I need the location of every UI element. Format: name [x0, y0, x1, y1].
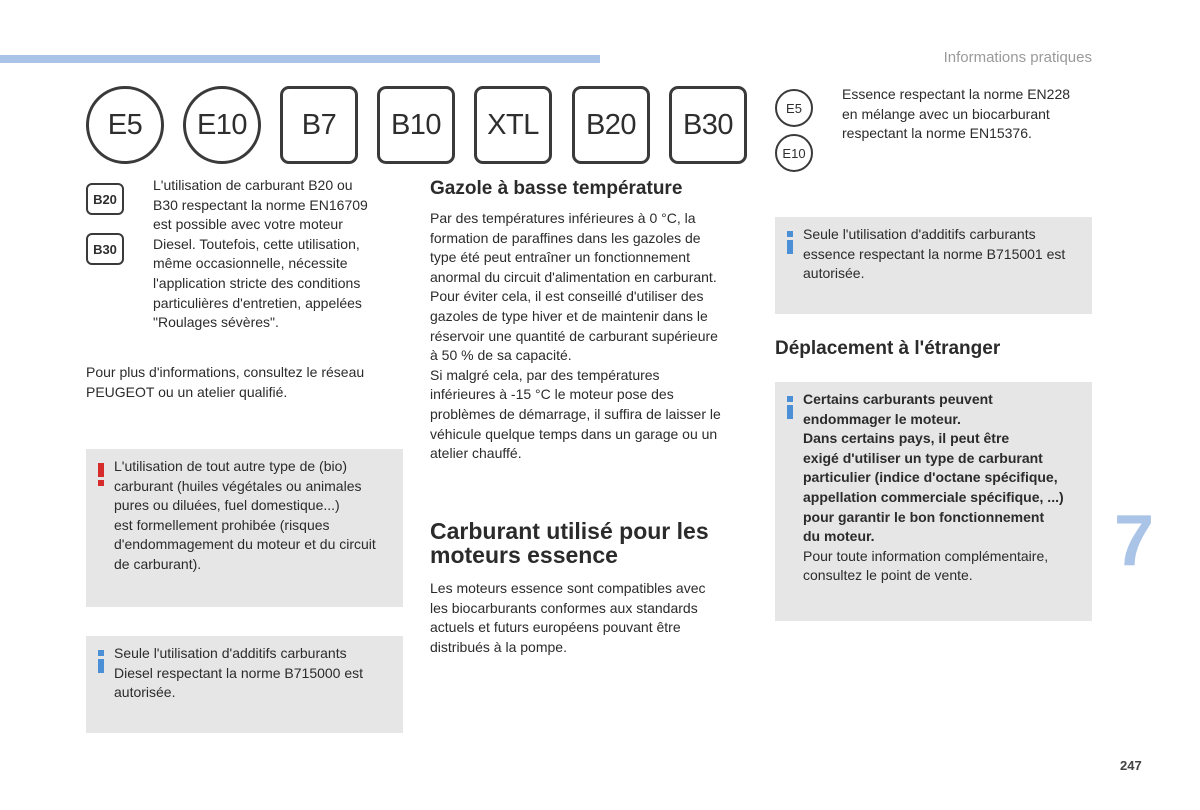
chapter-number: 7 [1114, 501, 1155, 581]
heading-line: Carburant utilisé pour les [430, 518, 709, 544]
text-line: en mélange avec un biocarburant [842, 105, 1050, 122]
info-icon [787, 396, 794, 419]
text-line: anormal du circuit d'alimentation en carburant. [430, 268, 717, 285]
badge-b20-small: B20 [86, 183, 124, 215]
text-line: appellation commerciale spécifique, ...) [803, 488, 1064, 505]
warning-note [86, 449, 403, 607]
low-temperature-paragraph [430, 209, 750, 464]
diesel-biofuel-text [153, 176, 393, 333]
text-line: distribués à la pompe. [430, 638, 567, 655]
text-line: Si malgré cela, par des températures [430, 366, 660, 383]
text-line: "Roulages sévères". [153, 314, 279, 331]
text-line: à 50 % de sa capacité. [430, 347, 572, 364]
text-line: Par des températures inférieures à 0 °C, la [430, 210, 696, 226]
badge-b30-small: B30 [86, 233, 124, 265]
text-line: endommager le moteur. [803, 410, 961, 427]
text-line: exigé d'utiliser un type de carburant [803, 449, 1043, 466]
heading-low-temperature-diesel: Gazole à basse température [430, 178, 683, 199]
text-line: autorisée. [803, 265, 865, 282]
text-line: du moteur. [803, 528, 875, 545]
badge-b7: B7 [280, 86, 358, 164]
text-line: atelier chauffé. [430, 445, 522, 462]
text-line: Seule l'utilisation d'additifs carburants [114, 645, 347, 661]
text-line: Pour toute information complémentaire, [803, 547, 1049, 564]
diesel-additive-note [86, 636, 403, 733]
text-line: respectant la norme EN15376. [842, 125, 1032, 142]
text-line: pour garantir le bon fonctionnement [803, 508, 1045, 525]
text-line: L'utilisation de carburant B20 ou [153, 177, 353, 193]
info-icon [787, 231, 794, 254]
text-line: formation de paraffines dans les gazoles de [430, 229, 701, 246]
text-line: Diesel. Toutefois, cette utilisation, [153, 235, 360, 252]
text-line: d'endommagement du moteur et du circuit [114, 536, 376, 553]
text-line: inférieures à -15 °C le moteur pose des [430, 386, 674, 403]
text-line: Essence respectant la norme EN228 [842, 86, 1071, 102]
warning-icon [98, 463, 105, 486]
badge-xtl: XTL [474, 86, 552, 164]
petrol-engines-paragraph [430, 579, 750, 657]
text-line: de carburant). [114, 555, 202, 572]
badge-e10: E10 [183, 86, 261, 164]
text-line: gazoles de type hiver et de maintenir dans le [430, 307, 708, 324]
badge-e5-small: E5 [775, 89, 813, 127]
badge-b30: B30 [669, 86, 747, 164]
text-line: type été peut entraîner un fonctionnement [430, 249, 690, 266]
text-line: carburant (huiles végétales ou animales [114, 477, 362, 494]
text-line: Seule l'utilisation d'additifs carburants [803, 226, 1036, 242]
text-line: essence respectant la norme B715001 est [803, 245, 1066, 262]
petrol-additive-note [775, 217, 1092, 314]
text-line: particulières d'entretien, appelées [153, 294, 362, 311]
section-title: Informations pratiques [943, 49, 1092, 66]
page-number: 247 [1120, 758, 1142, 773]
text-line: B30 respectant la norme EN16709 [153, 196, 368, 213]
info-icon [98, 650, 105, 673]
text-line: est formellement prohibée (risques [114, 516, 330, 533]
text-line: les biocarburants conformes aux standards [430, 599, 698, 616]
text-line: actuels et futurs européens pouvant être [430, 619, 681, 636]
heading-line: moteurs essence [430, 542, 618, 568]
text-line: autorisée. [114, 684, 176, 701]
text-line: même occasionnelle, nécessite [153, 255, 348, 272]
badge-b20: B20 [572, 86, 650, 164]
petrol-biofuel-text [842, 85, 1102, 144]
text-line: réservoir une quantité de carburant supérieure [430, 327, 718, 344]
text-line: Diesel respectant la norme B715000 est [114, 664, 364, 681]
text-line: L'utilisation de tout autre type de (bio) [114, 458, 348, 474]
text-line: particulier (indice d'octane spécifique, [803, 469, 1058, 486]
heading-travel-abroad: Déplacement à l'étranger [775, 338, 1001, 359]
text-line: Pour plus d'informations, consultez le réseau [86, 364, 365, 380]
travel-abroad-note [775, 382, 1092, 621]
text-line: est possible avec votre moteur [153, 216, 343, 233]
text-line: Pour éviter cela, il est conseillé d'utiliser des [430, 288, 704, 305]
text-line: PEUGEOT ou un atelier qualifié. [86, 383, 288, 400]
info-paragraph [86, 363, 396, 402]
text-line: Dans certains pays, il peut être [803, 430, 1010, 447]
heading-petrol-engines [430, 519, 760, 567]
text-line: véhicule quelque temps dans un garage ou un [430, 425, 718, 442]
text-line: Certains carburants peuvent [803, 391, 993, 407]
text-line: problèmes de démarrage, il suffira de laisser le [430, 405, 721, 422]
text-line: consultez le point de vente. [803, 567, 973, 584]
header-accent-bar [0, 55, 600, 63]
badge-e10-small: E10 [775, 134, 813, 172]
text-line: l'application stricte des conditions [153, 274, 361, 291]
text-line: Les moteurs essence sont compatibles avec [430, 580, 706, 596]
badge-b10: B10 [377, 86, 455, 164]
text-line: pures ou diluées, fuel domestique...) [114, 497, 340, 514]
badge-e5: E5 [86, 86, 164, 164]
